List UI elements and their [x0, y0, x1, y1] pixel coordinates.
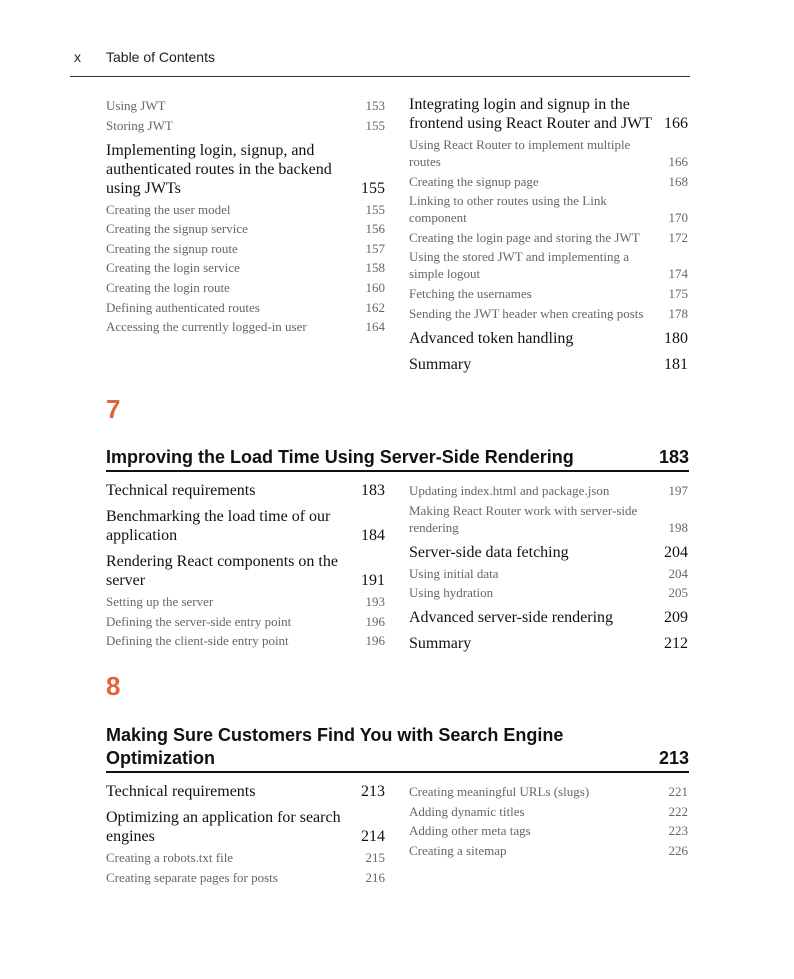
page-header [70, 48, 690, 77]
toc-section-entry[interactable] [106, 507, 385, 545]
toc-entry-page: 183 [361, 482, 385, 499]
toc-entry-page: 168 [668, 173, 688, 189]
toc-entry-title: Advanced server-side rendering [409, 609, 614, 627]
toc-entry-title: Advanced token handling [409, 329, 574, 347]
toc-entry-page: 160 [365, 279, 385, 295]
page-number: x [74, 49, 81, 65]
toc-entry-title: Updating index.html and package.json [409, 483, 610, 498]
toc-entry-title: Using JWT [106, 98, 166, 113]
toc-column-ch7-right [409, 482, 688, 656]
toc-subsection-entry[interactable] [409, 803, 688, 820]
toc-section-entry[interactable] [106, 552, 385, 590]
toc-entry-title: Using initial data [409, 565, 499, 581]
toc-entry-title: Creating meaningful URLs (slugs) [409, 784, 590, 799]
toc-section-entry[interactable] [106, 141, 385, 198]
toc-column-ch8-left [106, 782, 385, 888]
toc-entry-title: Defining the client-side entry point [106, 633, 289, 649]
toc-subsection-entry[interactable] [106, 240, 385, 257]
toc-subsection-entry[interactable] [106, 220, 385, 237]
chapter-heading[interactable] [106, 446, 689, 472]
toc-subsection-entry[interactable] [106, 299, 385, 316]
toc-entry-page: 166 [668, 154, 688, 169]
chapter-title: Making Sure Customers Find You with Search Engine Optimization [106, 725, 564, 768]
toc-entry-page: 164 [365, 319, 385, 335]
toc-entry-title: Creating the signup page [409, 173, 539, 189]
toc-entry-title: Using React Router to implement multiple routes [409, 137, 631, 169]
toc-subsection-entry[interactable] [106, 279, 385, 296]
toc-entry-page: 158 [365, 260, 385, 276]
toc-entry-title: Benchmarking the load time of our application [106, 508, 331, 544]
toc-entry-page: 184 [361, 527, 385, 544]
toc-subsection-entry[interactable] [409, 136, 688, 170]
toc-entry-title: Making React Router work with server-side rendering [409, 502, 638, 535]
toc-entry-page: 178 [668, 305, 688, 321]
toc-subsection-entry[interactable] [106, 869, 385, 886]
running-title: Table of Contents [106, 49, 215, 65]
toc-entry-title: Creating the login service [106, 260, 240, 276]
toc-subsection-entry[interactable] [409, 842, 688, 859]
toc-column-top-right [409, 95, 688, 377]
toc-entry-title: Setting up the server [106, 594, 214, 609]
toc-entry-page: 155 [365, 201, 385, 217]
toc-entry-page: 157 [365, 240, 385, 256]
toc-entry-title: Creating a sitemap [409, 842, 507, 858]
toc-subsection-entry[interactable] [106, 97, 385, 114]
toc-subsection-entry[interactable] [106, 117, 385, 134]
chapter-page: 183 [658, 447, 689, 467]
toc-subsection-entry[interactable] [106, 632, 385, 649]
toc-entry-page: 170 [668, 210, 688, 226]
toc-entry-title: Using the stored JWT and implementing a simple logout [409, 249, 629, 282]
toc-section-entry[interactable] [409, 608, 688, 627]
toc-subsection-entry[interactable] [409, 192, 688, 226]
toc-entry-title: Summary [409, 355, 472, 373]
toc-entry-title: Adding other meta tags [409, 823, 531, 839]
toc-entry-page: 155 [361, 179, 385, 197]
toc-section-entry[interactable] [409, 634, 688, 653]
chapter-heading[interactable] [106, 724, 689, 773]
toc-entry-page: 215 [365, 850, 385, 865]
toc-entry-page: 172 [668, 229, 688, 245]
toc-section-entry[interactable] [106, 481, 385, 500]
toc-entry-title: Server-side data fetching [409, 543, 569, 561]
toc-entry-title: Storing JWT [106, 117, 173, 133]
toc-entry-title: Technical requirements [106, 783, 256, 800]
toc-entry-page: 216 [365, 869, 385, 885]
toc-entry-page: 156 [365, 221, 385, 237]
toc-subsection-entry[interactable] [409, 584, 688, 601]
chapter-number: 8 [106, 671, 121, 701]
toc-entry-title: Creating the user model [106, 201, 231, 217]
toc-entry-page: 222 [668, 803, 688, 819]
toc-subsection-entry[interactable] [409, 229, 688, 246]
toc-entry-page: 153 [365, 98, 385, 113]
toc-entry-title: Summary [409, 635, 472, 653]
toc-entry-page: 174 [668, 266, 688, 282]
toc-entry-page: 226 [668, 842, 688, 858]
toc-entry-title: Using hydration [409, 585, 494, 601]
toc-subsection-entry[interactable] [409, 822, 688, 839]
toc-subsection-entry[interactable] [409, 783, 688, 800]
toc-entry-page: 198 [668, 519, 688, 535]
toc-subsection-entry[interactable] [106, 849, 385, 866]
toc-entry-page: 197 [668, 483, 688, 498]
toc-entry-title: Fetching the usernames [409, 285, 532, 301]
toc-subsection-entry[interactable] [106, 201, 385, 218]
chapter-title: Improving the Load Time Using Server-Side Rendering [106, 447, 574, 467]
toc-subsection-entry[interactable] [106, 593, 385, 610]
toc-subsection-entry[interactable] [106, 259, 385, 276]
toc-entry-page: 166 [664, 115, 688, 132]
toc-entry-title: Defining authenticated routes [106, 299, 260, 315]
toc-entry-title: Sending the JWT header when creating posts [409, 305, 644, 321]
toc-subsection-entry[interactable] [409, 482, 688, 499]
toc-entry-page: 221 [668, 784, 688, 799]
toc-entry-page: 209 [664, 609, 688, 627]
toc-entry-page: 196 [365, 613, 385, 629]
toc-entry-page: 180 [664, 329, 688, 347]
toc-entry-title: Creating the login page and storing the JWT [409, 229, 640, 245]
toc-section-entry[interactable] [409, 355, 688, 374]
toc-subsection-entry[interactable] [409, 565, 688, 582]
toc-entry-page: 204 [664, 543, 688, 561]
toc-entry-title: Rendering React components on the server [106, 553, 338, 589]
toc-entry-title: Creating the signup service [106, 221, 248, 237]
toc-subsection-entry[interactable] [409, 305, 688, 322]
toc-entry-page: 212 [664, 635, 688, 653]
toc-entry-title: Technical requirements [106, 482, 256, 499]
toc-entry-page: 204 [668, 565, 688, 581]
toc-entry-page: 181 [664, 355, 688, 373]
toc-subsection-entry[interactable] [409, 248, 688, 282]
toc-entry-title: Optimizing an application for search engines [106, 809, 341, 845]
toc-entry-page: 155 [365, 117, 385, 133]
toc-entry-page: 223 [668, 823, 688, 839]
toc-section-entry[interactable] [106, 782, 385, 801]
toc-subsection-entry[interactable] [106, 613, 385, 630]
toc-entry-page: 213 [361, 783, 385, 800]
toc-section-entry[interactable] [106, 808, 385, 846]
toc-entry-page: 162 [365, 299, 385, 315]
toc-entry-title: Creating the signup route [106, 240, 238, 256]
toc-entry-title: Creating the login route [106, 279, 230, 295]
toc-column-ch7-left [106, 481, 385, 652]
toc-subsection-entry[interactable] [106, 318, 385, 335]
toc-entry-page: 205 [668, 585, 688, 601]
toc-subsection-entry[interactable] [409, 173, 688, 190]
toc-entry-title: Creating separate pages for posts [106, 869, 278, 885]
toc-entry-title: Implementing login, signup, and authenticated routes in the backend using JWTs [106, 141, 332, 197]
toc-subsection-entry[interactable] [409, 502, 688, 536]
toc-entry-title: Linking to other routes using the Link component [409, 193, 607, 226]
toc-entry-page: 175 [668, 285, 688, 301]
toc-column-ch8-right [409, 783, 688, 861]
toc-entry-page: 214 [361, 828, 385, 845]
toc-entry-title: Defining the server-side entry point [106, 613, 292, 629]
toc-column-top-left [106, 97, 385, 338]
chapter-page: 213 [658, 748, 689, 768]
toc-entry-page: 193 [365, 594, 385, 609]
toc-entry-page: 196 [365, 633, 385, 649]
toc-entry-title: Adding dynamic titles [409, 803, 525, 819]
chapter-number: 7 [106, 394, 121, 424]
toc-entry-title: Integrating login and signup in the frontend using React Router and JWT [409, 96, 653, 132]
toc-entry-title: Creating a robots.txt file [106, 850, 234, 865]
toc-section-entry[interactable] [409, 329, 688, 348]
toc-entry-page: 191 [361, 572, 385, 589]
toc-section-entry[interactable] [409, 543, 688, 562]
toc-entry-title: Accessing the currently logged-in user [106, 319, 307, 335]
toc-section-entry[interactable] [409, 95, 688, 133]
toc-subsection-entry[interactable] [409, 285, 688, 302]
